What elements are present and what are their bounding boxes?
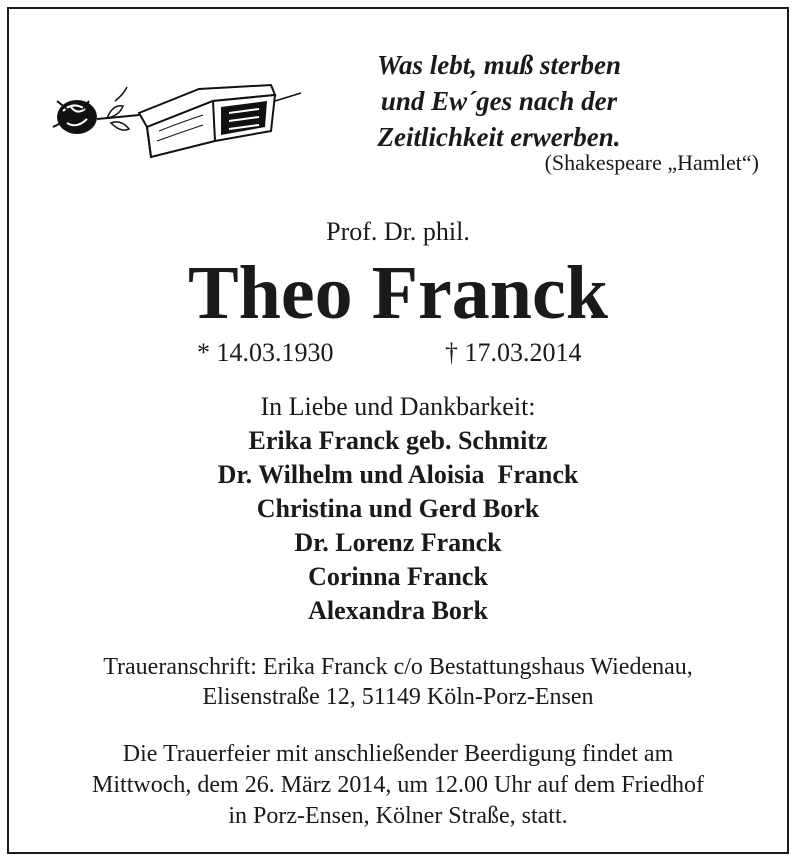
birth-date: * 14.03.1930 [197,338,334,367]
quote-line: Was lebt, muß sterben [376,50,621,80]
death-date: † 17.03.2014 [445,338,582,367]
mourner-name: Christina und Gerd Bork [256,494,540,523]
deceased-name: Theo Franck [187,251,609,335]
quote-line: Zeitlichkeit erwerben. [377,122,621,152]
mourner-name: Dr. Lorenz Franck [294,528,502,557]
mourner-name: Corinna Franck [308,562,488,591]
address-line: Traueranschrift: Erika Franck c/o Bestattungshaus Wiedenau, [103,654,693,680]
rose-icon [53,87,139,134]
academic-title: Prof. Dr. phil. [326,217,470,246]
book-icon [139,85,301,157]
obituary-notice [7,7,789,854]
service-line: in Porz-Ensen, Kölner Straße, statt. [228,803,568,829]
hamlet-quote [309,47,689,155]
mourners-list [9,424,787,628]
mourner-name: Dr. Wilhelm und Aloisia Franck [217,460,579,489]
rose-and-book-icon [39,71,309,161]
mourner-name: Alexandra Bork [308,596,488,625]
service-line: Die Trauerfeier mit anschließender Beerdigung findet am [122,741,674,767]
service-line: Mittwoch, dem 26. März 2014, um 12.00 Uhr auf dem Friedhof [92,772,704,798]
mourning-intro: In Liebe und Dankbarkeit: [260,392,536,421]
mourning-address [9,652,787,712]
funeral-service-info [9,739,787,832]
quote-line: und Ew´ges nach der [380,86,618,116]
address-line: Elisenstraße 12, 51149 Köln-Porz-Ensen [202,684,594,710]
mourner-name: Erika Franck geb. Schmitz [248,426,548,455]
quote-source: (Shakespeare „Hamlet“) [544,150,759,175]
